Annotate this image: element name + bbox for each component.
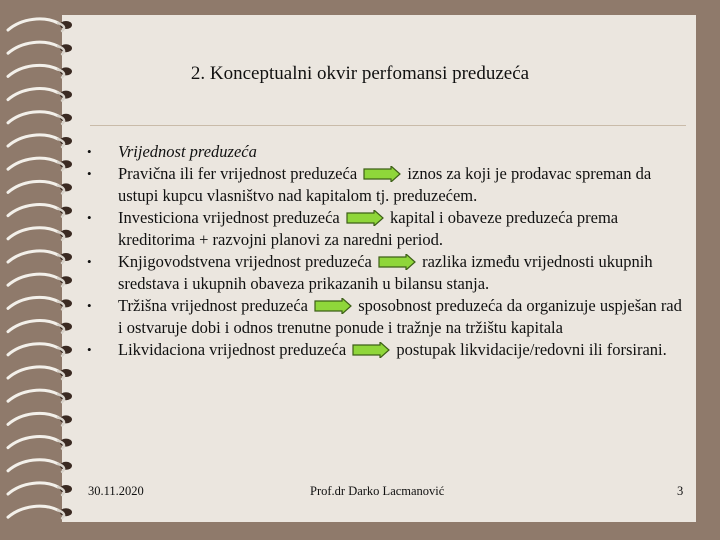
binding-ring	[8, 344, 58, 355]
bullet-term: Tržišna vrijednost preduzeća	[118, 296, 308, 315]
list-item	[84, 339, 684, 361]
arrow-right-icon	[314, 298, 352, 314]
binding-ring	[8, 205, 58, 216]
binding-ring	[8, 135, 58, 146]
binding-ring	[8, 112, 58, 123]
binding-ring	[8, 158, 58, 169]
bullet-term: Likvidaciona vrijednost preduzeća	[118, 340, 347, 359]
binding-ring	[8, 367, 58, 378]
bullet-list	[84, 141, 684, 361]
binding-ring	[8, 413, 58, 424]
arrow-right-icon	[346, 210, 384, 226]
list-item	[84, 295, 684, 339]
list-item	[84, 207, 684, 251]
binding-ring	[8, 251, 58, 262]
bullet-definition: postupak likvidacije/redovni ili forsirani.	[396, 340, 667, 359]
bullet-icon: •	[87, 298, 92, 313]
binding-ring	[8, 181, 58, 192]
bullet-icon: •	[87, 144, 92, 159]
binding-ring	[8, 483, 58, 494]
arrow-right-icon	[363, 166, 401, 182]
binding-ring	[8, 89, 58, 100]
bullet-term: Knjigovodstvena vrijednost preduzeća	[118, 252, 372, 271]
footer-date: 30.11.2020	[88, 484, 144, 498]
list-item	[84, 141, 684, 163]
bullet-icon: •	[87, 254, 92, 269]
bullet-icon: •	[87, 166, 92, 181]
binding-ring	[8, 228, 58, 239]
list-item	[84, 251, 684, 295]
title-divider	[90, 125, 686, 126]
binding-ring	[8, 390, 58, 401]
binding-ring	[8, 437, 58, 448]
arrow-right-icon	[378, 254, 416, 270]
bullet-term: Investiciona vrijednost preduzeća	[118, 208, 340, 227]
binding-ring	[8, 274, 58, 285]
bullet-term: Pravična ili fer vrijednost preduzeća	[118, 164, 358, 183]
binding-ring	[8, 460, 58, 471]
binding-ring	[8, 297, 58, 308]
bullet-definition: kapital i obaveze preduzeća prema kreditorima + razvojni planovi za naredni period.	[118, 208, 619, 249]
binding-ring	[8, 42, 58, 53]
binding-ring	[8, 19, 58, 30]
footer-page-number: 3	[677, 484, 684, 498]
bullet-definition: razlika između vrijednosti ukupnih sredstava i ukupnih obaveza prikazanih u bilansu stanja.	[118, 252, 653, 293]
binding-ring	[8, 321, 58, 332]
binding-ring	[8, 506, 58, 517]
bullet-icon: •	[87, 342, 92, 357]
bullet-text: Vrijednost preduzeća	[118, 142, 257, 161]
page-title: 2. Konceptualni okvir perfomansi preduzeća	[190, 63, 530, 84]
list-item	[84, 163, 684, 207]
arrow-right-icon	[352, 342, 390, 358]
bullet-icon: •	[87, 210, 92, 225]
bullet-definition: sposobnost preduzeća da organizuje uspješan rad i ostvaruje dobi i odnos trenutne ponude i tražnje na tržištu kapitala	[118, 296, 682, 337]
footer-author: Prof.dr Darko Lacmanović	[310, 484, 445, 498]
bullet-definition: iznos za koji je prodavac spreman da ustupi kupcu vlasništvo nad kapitalom tj. preduzećem.	[118, 164, 652, 205]
